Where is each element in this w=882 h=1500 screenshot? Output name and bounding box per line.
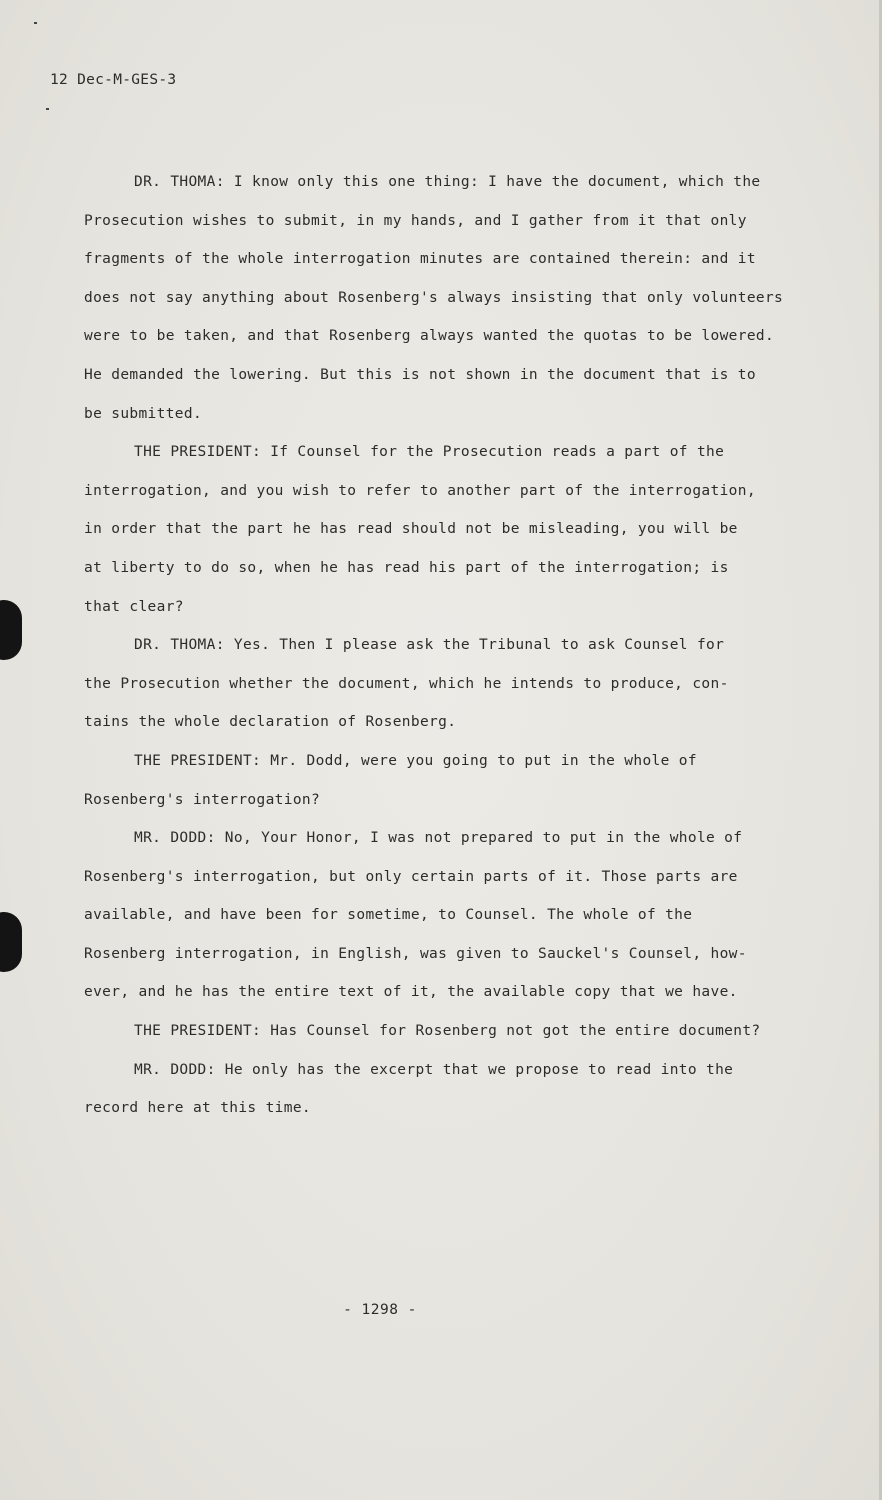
transcript-line: DR. THOMA: I know only this one thing: I have the document, which the <box>134 174 761 190</box>
transcript-line: in order that the part he has read should not be misleading, you will be <box>84 521 738 538</box>
document-reference: 12 Dec-M-GES-3 <box>50 72 177 88</box>
transcript-body <box>84 163 830 1128</box>
punch-hole <box>0 600 22 660</box>
scan-mark <box>46 108 49 110</box>
transcript-line: ever, and he has the entire text of it, the available copy that we have. <box>84 984 738 1001</box>
transcript-line: were to be taken, and that Rosenberg always wanted the quotas to be lowered. <box>84 328 775 345</box>
transcript-line: THE PRESIDENT: If Counsel for the Prosecution reads a part of the <box>134 444 725 461</box>
transcript-line: at liberty to do so, when he has read his part of the interrogation; is <box>84 559 729 576</box>
transcript-line: interrogation, and you wish to refer to another part of the interrogation, <box>84 482 756 499</box>
transcript-line: available, and have been for sometime, to Counsel. The whole of the <box>84 907 693 924</box>
transcript-line: be submitted. <box>84 405 203 422</box>
transcript-line: Rosenberg interrogation, in English, was given to Sauckel's Counsel, how- <box>84 945 747 962</box>
page-number-footer <box>0 1302 760 1318</box>
transcript-line: He demanded the lowering. But this is not shown in the document that is to <box>84 366 756 383</box>
transcript-line: fragments of the whole interrogation minutes are contained therein: and it <box>84 251 756 268</box>
transcript-line: Prosecution wishes to submit, in my hands, and I gather from it that only <box>84 212 747 229</box>
page-number: - 1298 - <box>343 1302 417 1318</box>
transcript-line: Rosenberg's interrogation, but only certain parts of it. Those parts are <box>84 868 738 885</box>
transcript-line: the Prosecution whether the document, which he intends to produce, con- <box>84 675 729 692</box>
transcript-line: that clear? <box>84 598 184 615</box>
transcript-line: does not say anything about Rosenberg's always insisting that only volunteers <box>84 289 784 306</box>
transcript-line: record here at this time. <box>84 1100 311 1117</box>
transcript-line: Rosenberg's interrogation? <box>84 791 321 808</box>
transcript-line: DR. THOMA: Yes. Then I please ask the Tribunal to ask Counsel for <box>134 637 725 654</box>
punch-hole <box>0 912 22 972</box>
transcript-line: THE PRESIDENT: Mr. Dodd, were you going to put in the whole of <box>134 752 697 769</box>
transcript-line: THE PRESIDENT: Has Counsel for Rosenberg not got the entire document? <box>134 1023 761 1040</box>
transcript-line: MR. DODD: No, Your Honor, I was not prepared to put in the whole of <box>134 830 743 847</box>
scan-mark <box>34 22 37 24</box>
transcript-line: tains the whole declaration of Rosenberg. <box>84 714 457 731</box>
transcript-line: MR. DODD: He only has the excerpt that we propose to read into the <box>134 1061 734 1078</box>
